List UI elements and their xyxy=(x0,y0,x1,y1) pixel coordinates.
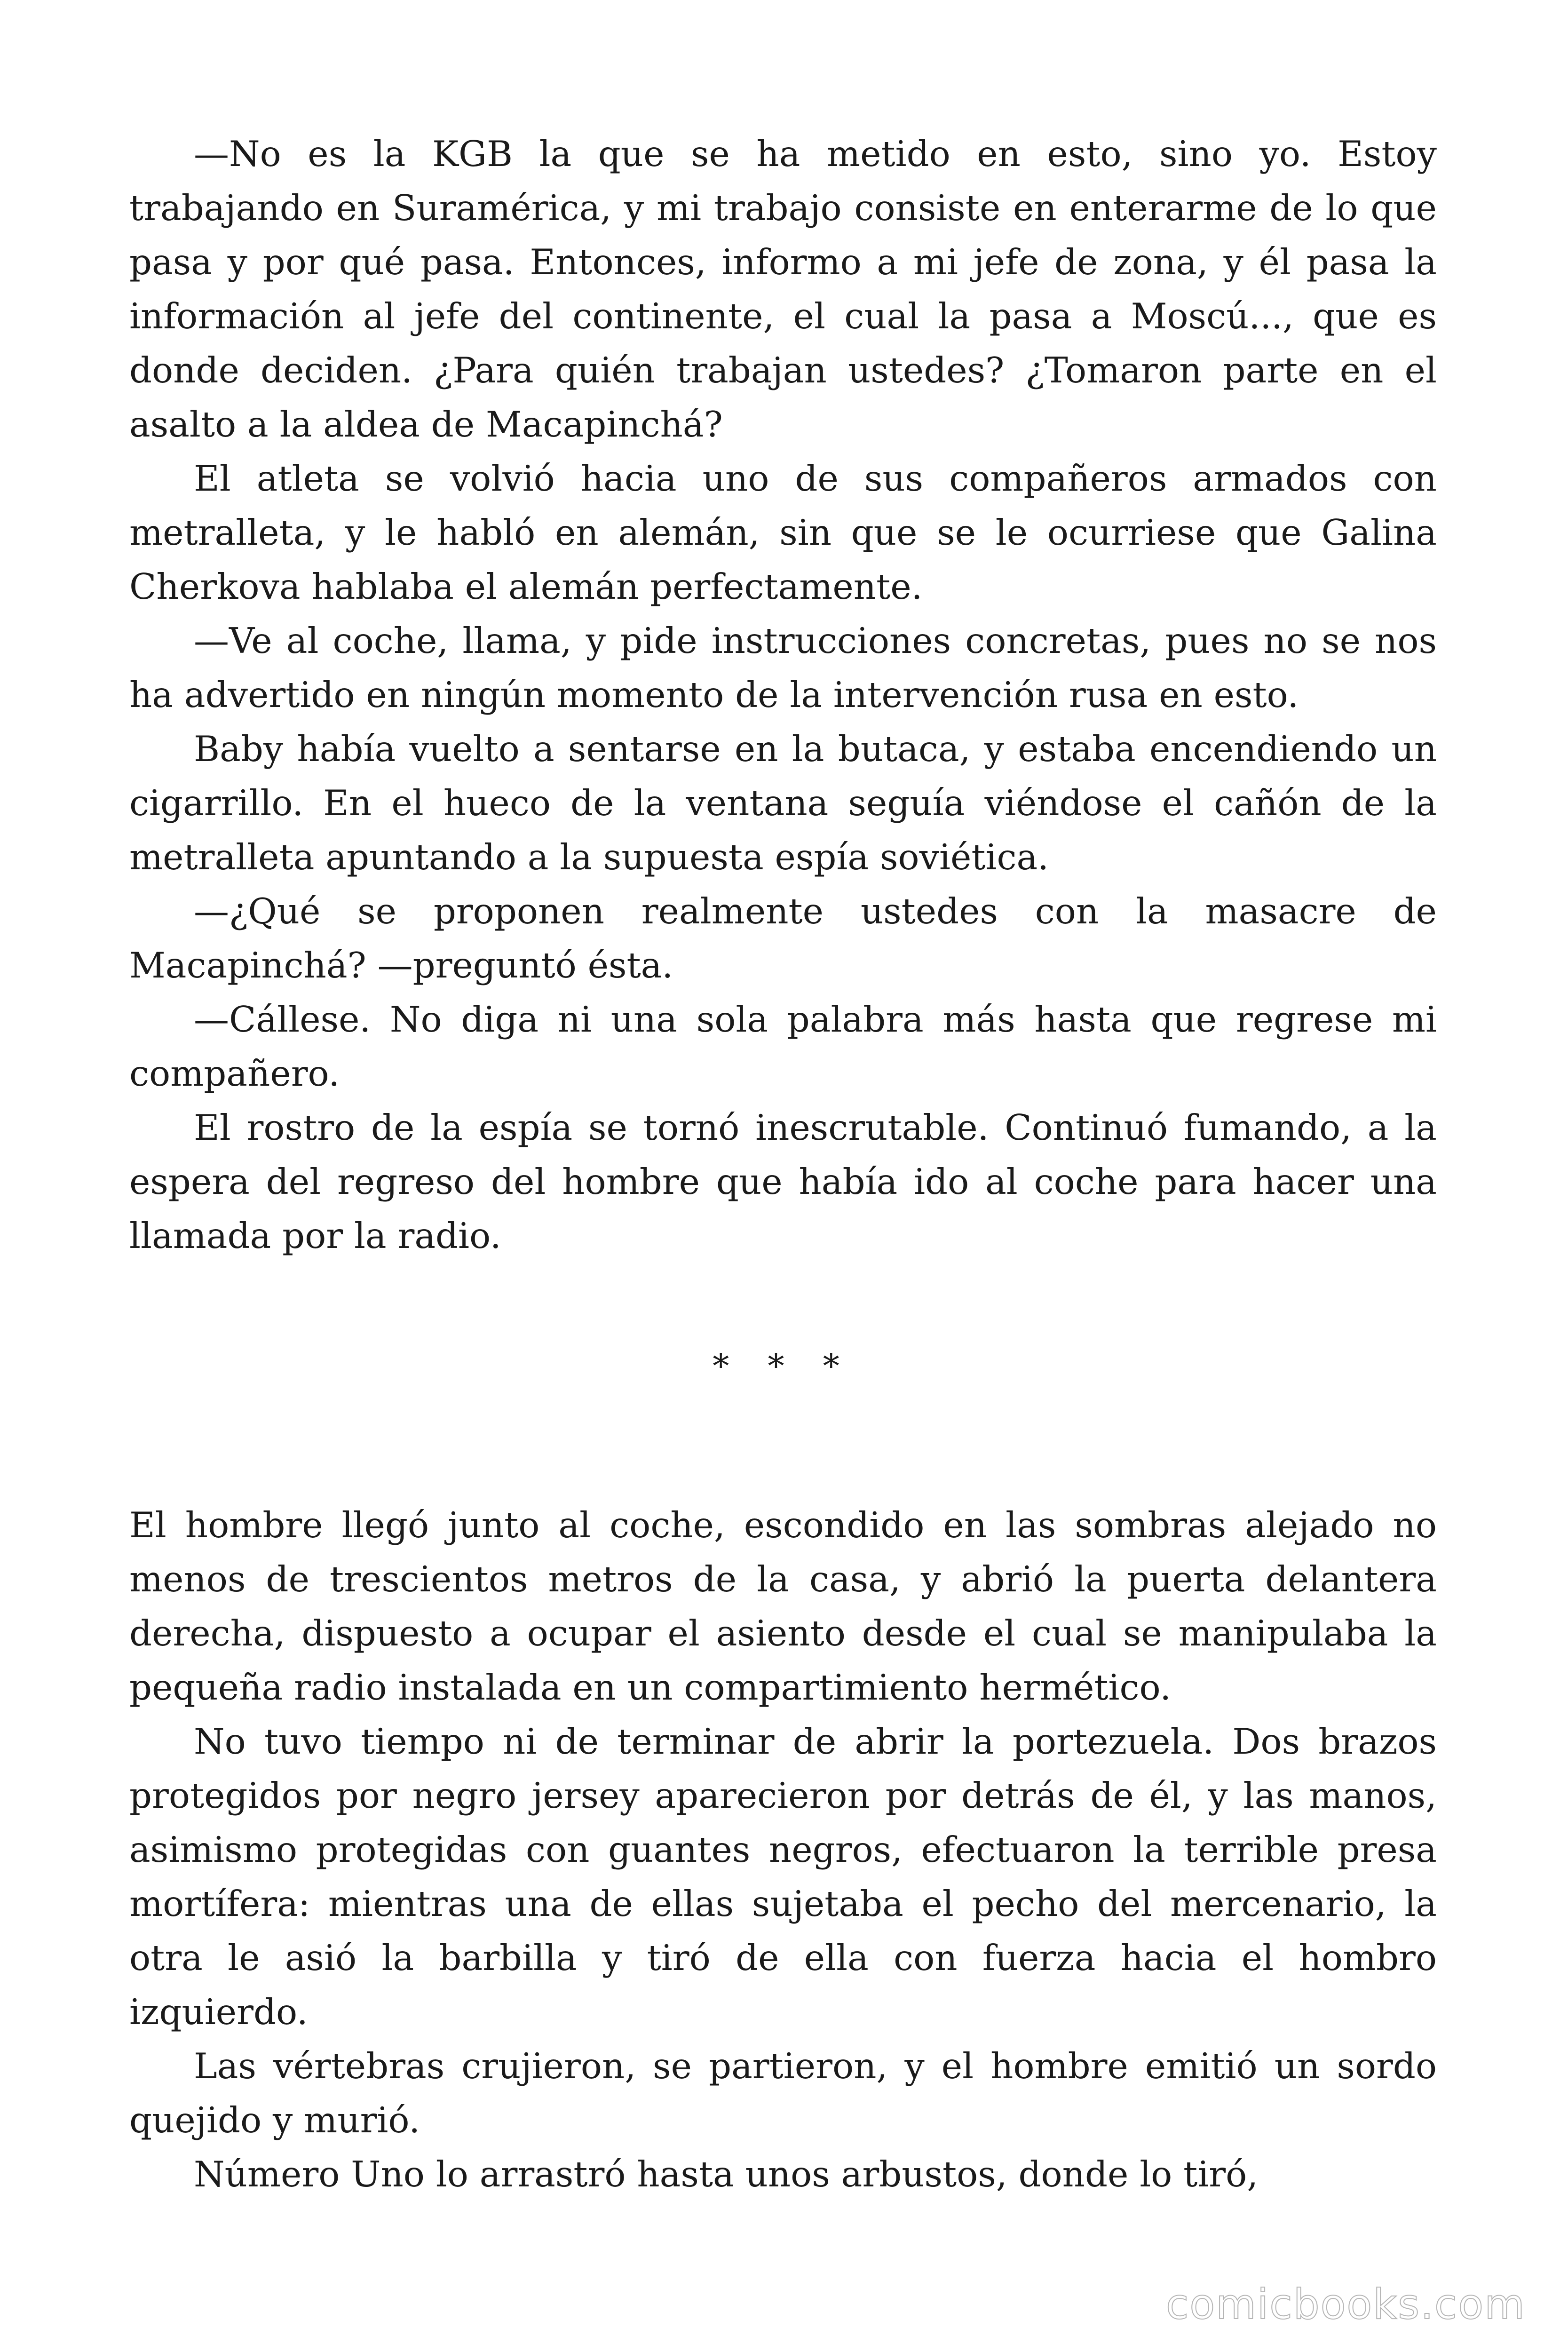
paragraph-8: El hombre llegó junto al coche, escondido en las sombras alejado no menos de trescientos metros de la casa, y abrió la puerta delantera derecha, dispuesto a ocupar el asiento desde el cual se manipulaba la pequeña radio instalada en un compartimiento hermético. xyxy=(129,1504,1437,1708)
paragraph-2: El atleta se volvió hacia uno de sus compañeros armados con metralleta, y le habló en alemán, sin que se le ocurriese que Galina Cherkova hablaba el alemán perfectamente. xyxy=(129,458,1437,607)
paragraph-4: Baby había vuelto a sentarse en la butaca, y estaba encendiendo un cigarrillo. En el hueco de la ventana seguía viéndose el cañón de la metralleta apuntando a la supuesta espía soviética. xyxy=(129,728,1437,878)
paragraph-10: Las vértebras crujieron, se partieron, y el hombre emitió un sordo quejido y murió. xyxy=(129,2045,1437,2141)
section-break-asterisks: * * * xyxy=(713,1347,854,1385)
paragraph-11: Número Uno lo arrastró hasta unos arbustos, donde lo tiró, xyxy=(194,2153,1259,2195)
paragraph-5: —¿Qué se proponen realmente ustedes con la masacre de Macapinchá? —preguntó ésta. xyxy=(129,890,1437,986)
paragraph-6: —Cállese. No diga ni una sola palabra más hasta que regrese mi compañero. xyxy=(129,999,1437,1094)
paragraph-3: —Ve al coche, llama, y pide instrucciones concretas, pues no se nos ha advertido en ningún momento de la intervención rusa en esto. xyxy=(129,620,1437,715)
watermark: comicbooks.com xyxy=(1165,2280,1526,2328)
book-page-text xyxy=(129,127,1437,2201)
paragraph-7: El rostro de la espía se tornó inescrutable. Continuó fumando, a la espera del regreso del hombre que había ido al coche para hacer una llamada por la radio. xyxy=(129,1107,1437,1256)
paragraph-9: No tuvo tiempo ni de terminar de abrir la portezuela. Dos brazos protegidos por negro jersey aparecieron por detrás de él, y las manos, asimismo protegidas con guantes negros, efectuaron la terrible presa mortífera: mientras una de ellas sujetaba el pecho del mercenario, la otra le asió la barbilla y tiró de ella con fuerza hacia el hombro izquierdo. xyxy=(129,1721,1437,2033)
paragraph-1: —No es la KGB la que se ha metido en esto, sino yo. Estoy trabajando en Suramérica, y mi trabajo consiste en enterarme de lo que pasa y por qué pasa. Entonces, informo a mi jefe de zona, y él pasa la información al jefe del continente, el cual la pasa a Moscú..., que es donde deciden. ¿Para quién trabajan ustedes? ¿Tomaron parte en el asalto a la aldea de Macapinchá? xyxy=(129,133,1437,445)
section-break xyxy=(129,1263,1437,1498)
